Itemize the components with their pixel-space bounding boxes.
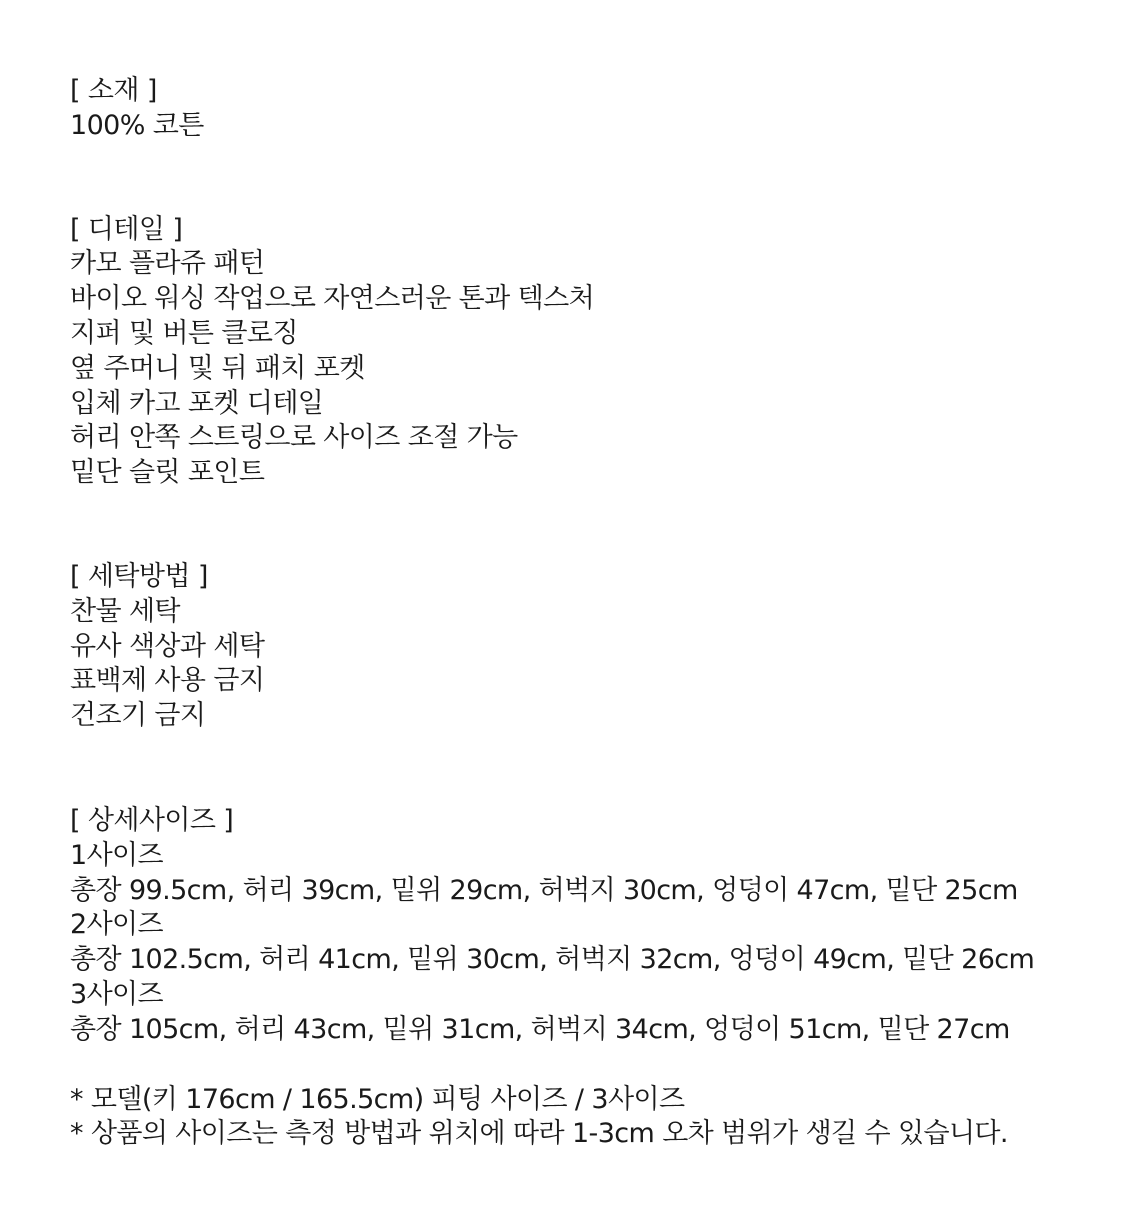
detail-line: 옆 주머니 및 뒤 패치 포켓 xyxy=(70,352,365,384)
size-name: 1사이즈 xyxy=(70,839,164,871)
material-line: 100% 코튼 xyxy=(70,109,204,141)
detail-line: 허리 안쪽 스트링으로 사이즈 조절 가능 xyxy=(70,422,518,454)
size-measure: 총장 105cm, 허리 43cm, 밑위 31cm, 허벅지 34cm, 엉덩이 51cm, 밑단 27cm xyxy=(70,1013,1010,1045)
size-heading: [ 상세사이즈 ] xyxy=(70,804,234,836)
size-name: 3사이즈 xyxy=(70,978,164,1010)
spacer xyxy=(70,491,1110,560)
detail-line: 밑단 슬릿 포인트 xyxy=(70,457,265,489)
note-line: * 상품의 사이즈는 측정 방법과 위치에 따라 1-3cm 오차 범위가 생길 수 있습니다. xyxy=(70,1118,1008,1150)
detail-heading: [ 디테일 ] xyxy=(70,213,183,245)
detail-section xyxy=(70,213,1110,491)
size-measure: 총장 102.5cm, 허리 41cm, 밑위 30cm, 허벅지 32cm, 엉덩이 49cm, 밑단 26cm xyxy=(70,944,1035,976)
washing-line: 유사 색상과 세탁 xyxy=(70,630,265,662)
washing-line: 표백제 사용 금지 xyxy=(70,665,265,697)
washing-section xyxy=(70,560,1110,734)
size-measure: 총장 99.5cm, 허리 39cm, 밑위 29cm, 허벅지 30cm, 엉덩이 47cm, 밑단 25cm xyxy=(70,874,1018,906)
detail-line: 지퍼 및 버튼 클로징 xyxy=(70,317,298,349)
detail-line: 입체 카고 포켓 디테일 xyxy=(70,387,324,419)
material-heading: [ 소재 ] xyxy=(70,75,157,106)
notes-section xyxy=(70,1083,1110,1153)
note-line: * 모델(키 176cm / 165.5cm) 피팅 사이즈 / 3사이즈 xyxy=(70,1083,685,1115)
washing-line: 건조기 금지 xyxy=(70,700,206,732)
spacer xyxy=(70,144,1110,213)
washing-heading: [ 세탁방법 ] xyxy=(70,560,208,592)
spacer xyxy=(70,1048,1110,1083)
product-info xyxy=(70,74,1110,1152)
spacer xyxy=(70,734,1110,804)
size-name: 2사이즈 xyxy=(70,909,164,941)
size-section xyxy=(70,804,1110,1048)
detail-line: 바이오 워싱 작업으로 자연스러운 톤과 텍스처 xyxy=(70,283,595,315)
material-section xyxy=(70,74,1110,144)
washing-line: 찬물 세탁 xyxy=(70,595,180,627)
detail-line: 카모 플라쥬 패턴 xyxy=(70,248,265,280)
